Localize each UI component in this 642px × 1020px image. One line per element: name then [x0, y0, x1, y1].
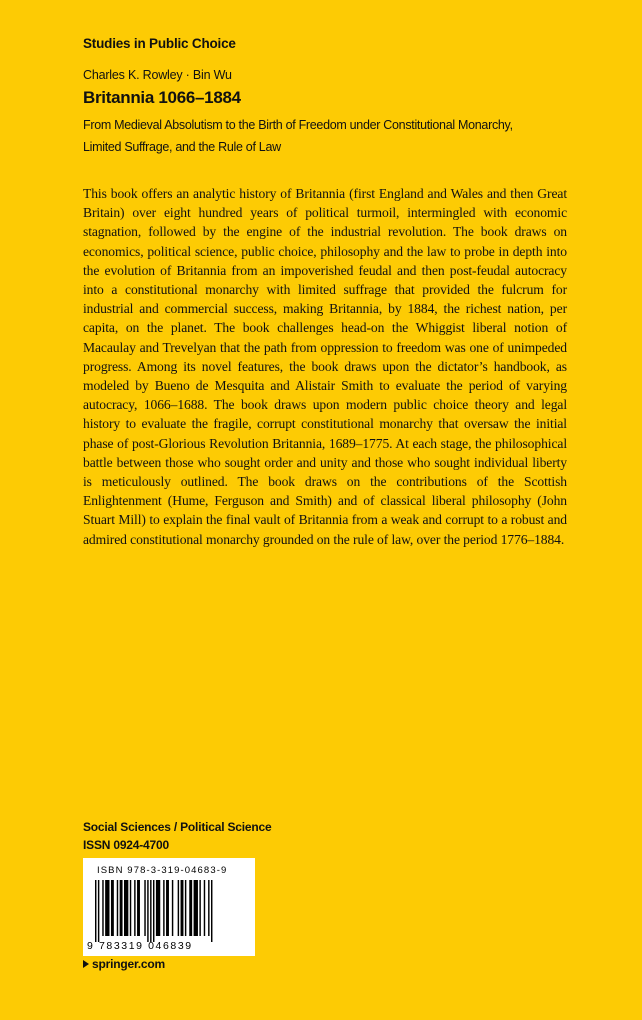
isbn: ISBN 978-3-319-04683-9 — [97, 865, 228, 876]
subject-category: Social Sciences / Political Science — [83, 820, 272, 834]
barcode-bar — [189, 880, 192, 936]
issn: ISSN 0924-4700 — [83, 838, 169, 852]
barcode-bars — [95, 880, 243, 942]
barcode-bar — [166, 880, 169, 936]
book-description: This book offers an analytic history of Britannia (first England and Wales and then Great Britain) over eight hundred years of political turmoil, intermingled with economic stagnation, followed by the engine of the industrial revolution. The book draws on economics, political science, public choice, philosophy and the law to probe in depth into the evolution of Britannia from an impoverished feudal and then post-feudal autocracy into a constitutional monarchy with limited suffrage that provided the fulcrum for industrial and commercial success, making Britannia, by 1884, the richest nation, per capita, on the planet. The book challenges head-on the Whiggist liberal notion of Macaulay and Trevelyan that the path from oppression to freedom was one of unimpeded progress. Among its novel features, the book draws upon the dictator’s handbook, as modeled by Bueno de Mesquita and Alistair Smith to evaluate the period of varying autocracy, 1066–1688. The book draws upon modern public choice theory and legal history to evaluate the fragile, corrupt constitutional monarchy that oversaw the initial phase of post-Glorious Revolution Britannia, 1689–1775. At each stage, the philosophical battle between those who sought order and unity and those who sought individual liberty is meticulously outlined. The book draws on the contributions of the Scottish Enlightenment (Hume, Ferguson and Smith) and of classical liberal philosophy (John Stuart Mill) to explain the final vault of Britannia from a weak and corrupt to a robust and admired constitutional monarchy grounded on the rule of law, over the period 1776–1884. — [83, 186, 567, 547]
barcode-bar — [172, 880, 173, 936]
book-subtitle — [83, 114, 563, 158]
ean-digits: 9 783319 046839 — [87, 940, 193, 952]
barcode-bar — [105, 880, 109, 936]
barcode-bar — [137, 880, 140, 936]
barcode-bar — [178, 880, 179, 936]
barcode-bar — [120, 880, 123, 936]
series-name: Studies in Public Choice — [83, 36, 236, 51]
barcode-bar — [199, 880, 200, 936]
barcode-bar — [124, 880, 128, 936]
authors: Charles K. Rowley · Bin Wu — [83, 68, 232, 82]
barcode-bar — [102, 880, 103, 936]
barcode-bar — [208, 880, 209, 936]
subtitle-line-1: From Medieval Absolutism to the Birth of Freedom under Constitutional Monarchy, — [83, 118, 513, 132]
subtitle-line-2: Limited Suffrage, and the Rule of Law — [83, 140, 281, 154]
barcode-bar — [98, 880, 99, 942]
barcode-bar — [163, 880, 164, 936]
barcode — [83, 858, 255, 956]
barcode-bar — [181, 880, 184, 936]
barcode-bar — [194, 880, 198, 936]
barcode-bar — [204, 880, 205, 936]
barcode-bar — [153, 880, 154, 942]
publisher-link[interactable] — [83, 957, 165, 971]
barcode-bar — [111, 880, 114, 936]
barcode-bar — [144, 880, 145, 936]
book-title: Britannia 1066–1884 — [83, 88, 241, 107]
barcode-bar — [134, 880, 135, 936]
publisher-url: springer.com — [92, 957, 165, 971]
barcode-bar — [147, 880, 148, 942]
arrow-right-icon — [83, 960, 89, 968]
barcode-bar — [95, 880, 96, 942]
barcode-bar — [130, 880, 131, 936]
barcode-bar — [150, 880, 151, 942]
barcode-bar — [185, 880, 186, 936]
barcode-bar — [211, 880, 212, 942]
barcode-bar — [156, 880, 160, 936]
barcode-bar — [117, 880, 118, 936]
